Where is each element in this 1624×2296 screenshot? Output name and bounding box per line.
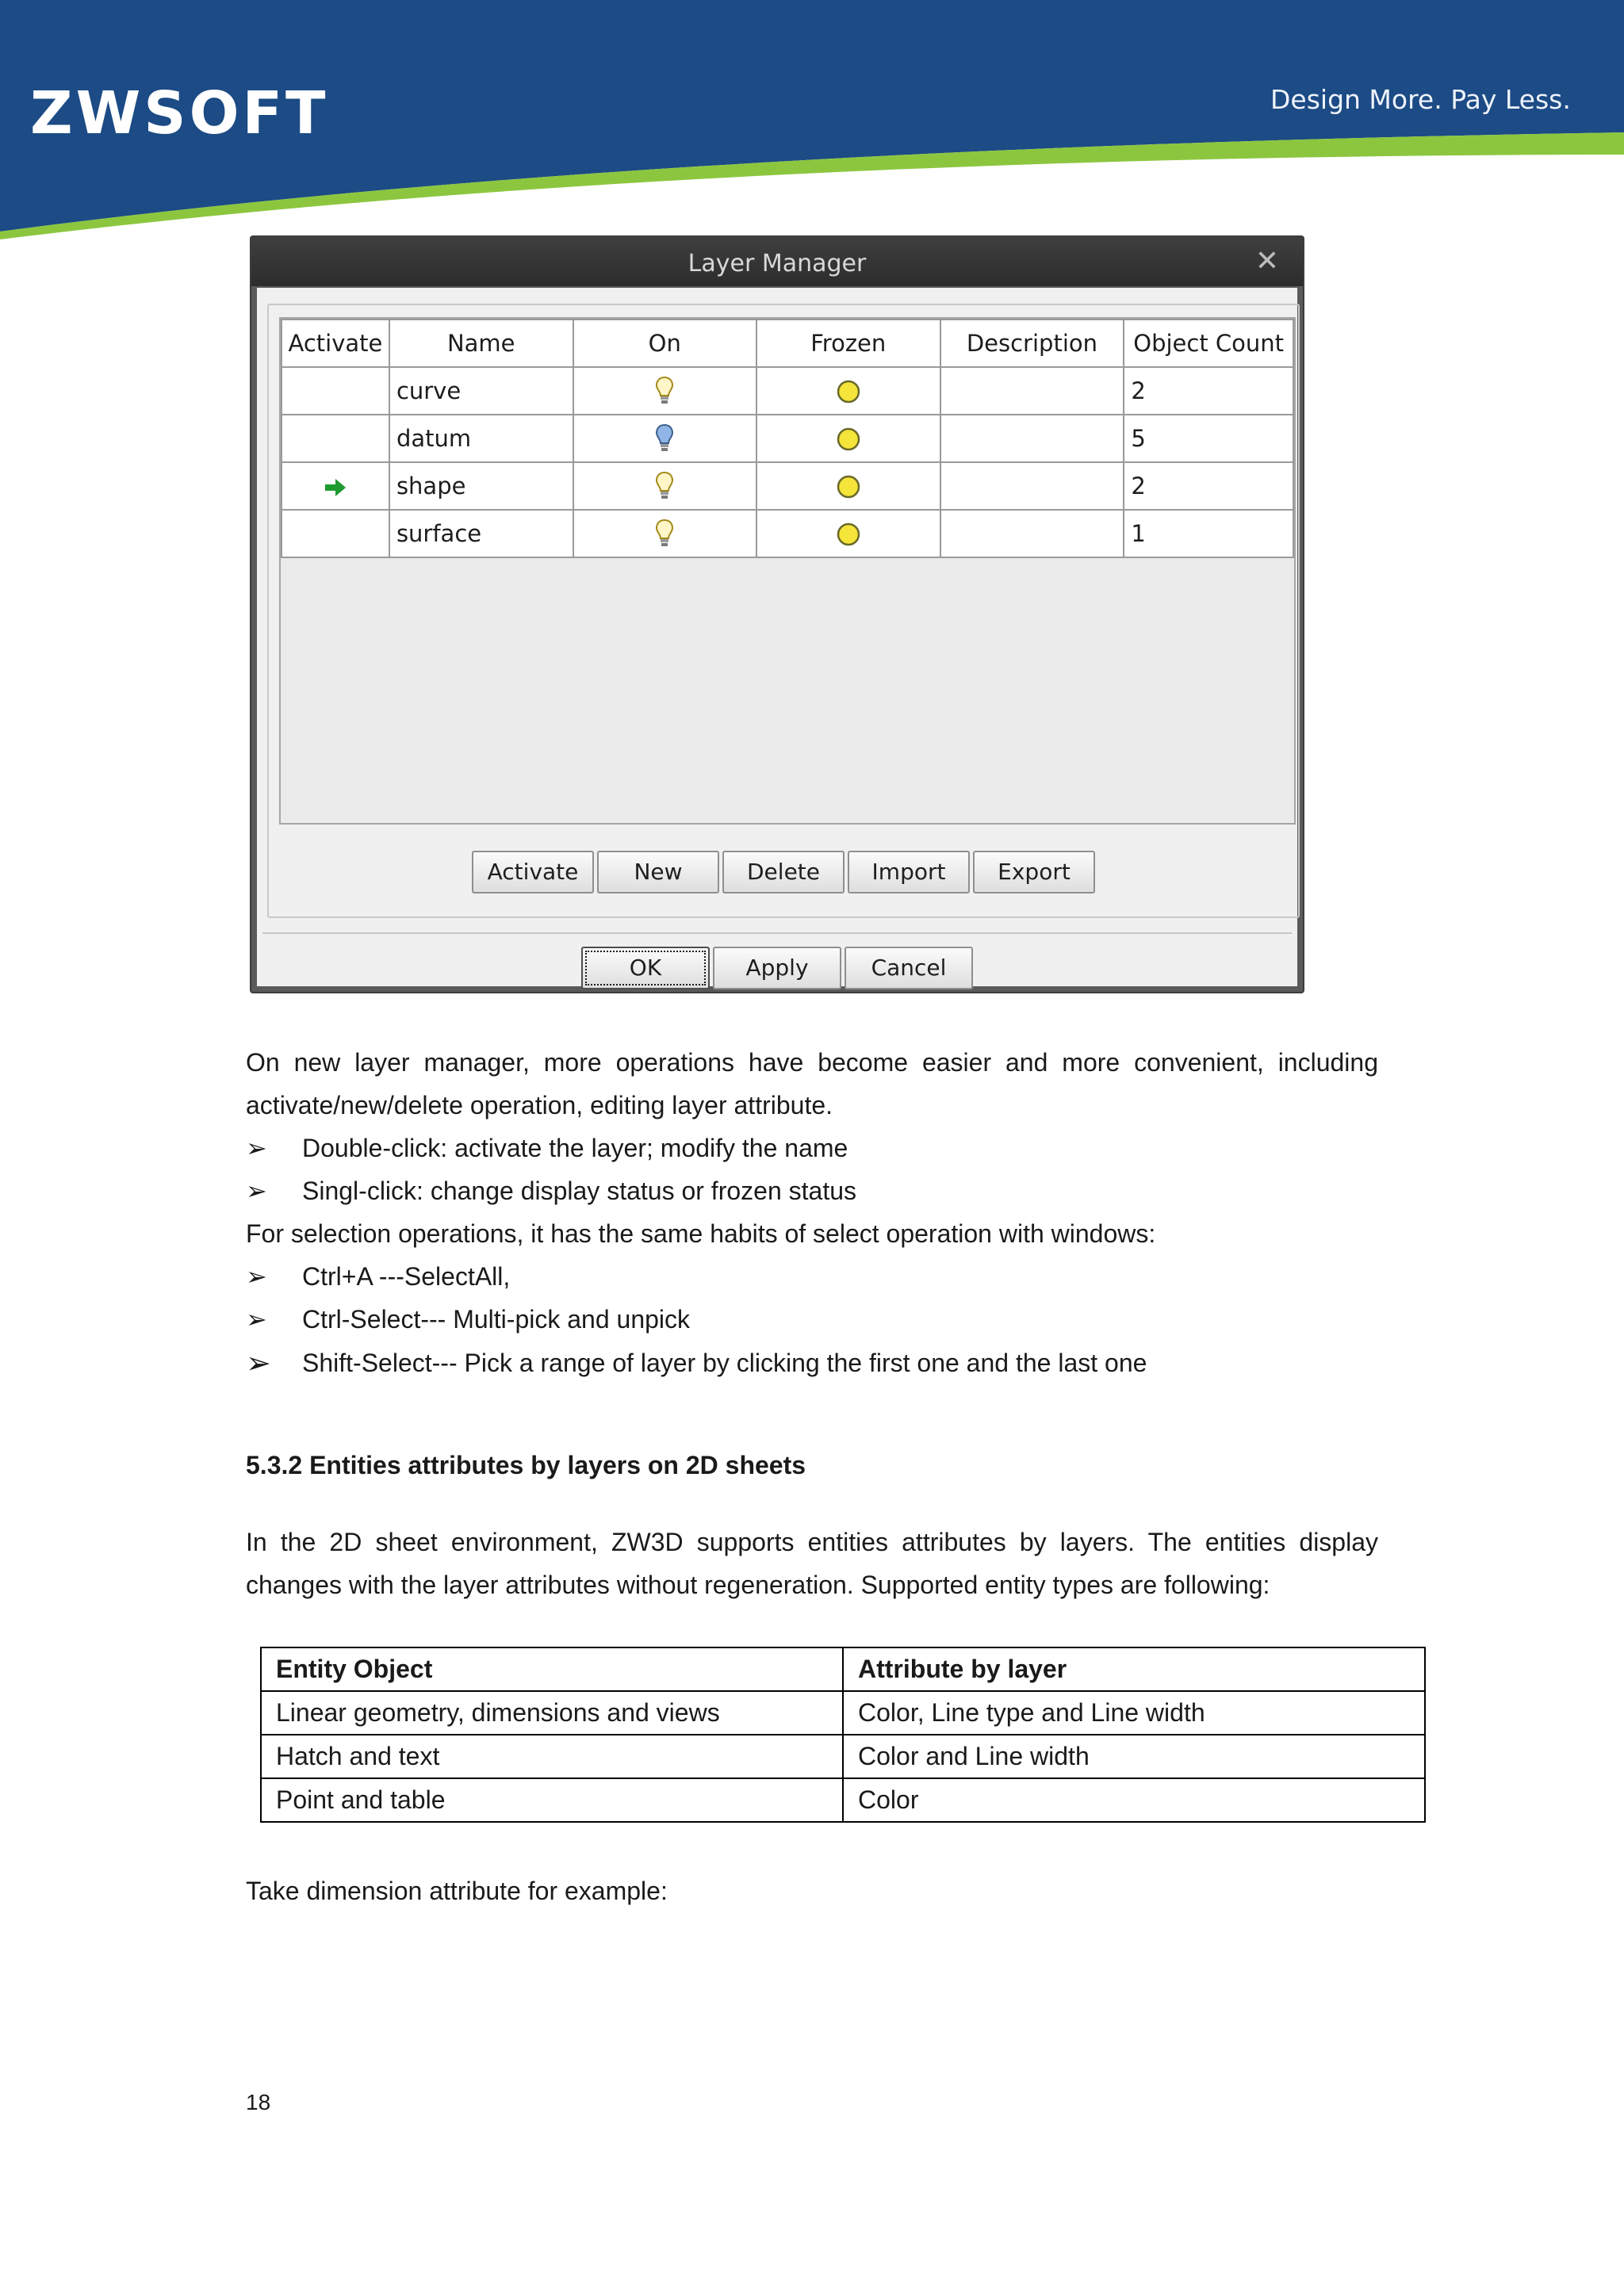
lightbulb-blue-icon[interactable]	[655, 423, 674, 453]
bullet-text: Ctrl+A ---SelectAll,	[302, 1262, 511, 1291]
dialog-footer-buttons	[257, 947, 1297, 989]
dialog-titlebar[interactable]	[251, 237, 1303, 286]
object-count: 2	[1124, 367, 1293, 415]
frozen-cell[interactable]	[756, 510, 940, 557]
active-arrow-icon	[324, 477, 347, 498]
layer-row[interactable]	[282, 415, 1293, 462]
dialog-separator	[262, 932, 1292, 934]
layer-name[interactable]: surface	[389, 510, 573, 557]
layer-manager-dialog	[250, 235, 1304, 993]
sun-icon[interactable]	[834, 377, 863, 406]
description-cell[interactable]	[940, 510, 1124, 557]
column-header-object-count[interactable]: Object Count	[1124, 320, 1293, 367]
column-header-on[interactable]: On	[573, 320, 756, 367]
table-header-row	[261, 1647, 1425, 1691]
bullet-arrow-icon: ➢	[246, 1176, 267, 1206]
layer-row[interactable]	[282, 462, 1293, 510]
export-button[interactable]: Export	[973, 851, 1095, 894]
activate-cell[interactable]	[282, 462, 389, 510]
sun-icon[interactable]	[834, 473, 863, 501]
import-button[interactable]: Import	[848, 851, 970, 894]
activate-cell[interactable]	[282, 510, 389, 557]
example-text: Take dimension attribute for example:	[246, 1877, 668, 1905]
description-cell[interactable]	[940, 462, 1124, 510]
selection-intro: For selection operations, it has the same habits of select operation with windows:	[246, 1219, 1156, 1248]
section-heading: 5.3.2 Entities attributes by layers on 2D sheets	[246, 1451, 806, 1479]
frozen-cell[interactable]	[756, 415, 940, 462]
activate-cell[interactable]	[282, 415, 389, 462]
bullet-arrow-icon: ➢	[246, 1261, 267, 1292]
sun-icon[interactable]	[834, 520, 863, 549]
layer-row[interactable]	[282, 367, 1293, 415]
layer-name[interactable]: curve	[389, 367, 573, 415]
dialog-title: Layer Manager	[688, 250, 867, 277]
layer-grid[interactable]	[279, 317, 1296, 825]
bullet-arrow-icon: ➢	[246, 1304, 267, 1334]
page-number: 18	[246, 2090, 271, 2114]
bullet-text: Singl-click: change display status or frozen status	[302, 1177, 856, 1205]
column-header-frozen[interactable]: Frozen	[756, 320, 940, 367]
layer-table-header	[282, 320, 1293, 367]
description-cell[interactable]	[940, 415, 1124, 462]
table-row	[261, 1778, 1425, 1822]
layer-name[interactable]: shape	[389, 462, 573, 510]
column-header-activate[interactable]: Activate	[282, 320, 389, 367]
apply-button[interactable]: Apply	[713, 947, 841, 989]
frozen-cell[interactable]	[756, 367, 940, 415]
object-count: 1	[1124, 510, 1293, 557]
paragraph-line-1: In the 2D sheet environment, ZW3D supports entities attributes by layers. The entities display	[246, 1528, 1378, 1556]
table-cell: Color and Line width	[843, 1735, 1425, 1778]
frozen-cell[interactable]	[756, 462, 940, 510]
table-cell: Hatch and text	[261, 1735, 843, 1778]
object-count: 5	[1124, 415, 1293, 462]
lightbulb-on-icon[interactable]	[655, 376, 674, 406]
layer-name[interactable]: datum	[389, 415, 573, 462]
ok-button[interactable]: OK	[581, 947, 710, 989]
on-cell[interactable]	[573, 462, 756, 510]
paragraph-line-2: changes with the layer attributes without regeneration. Supported entity types are following:	[246, 1571, 1270, 1599]
table-cell: Point and table	[261, 1778, 843, 1822]
bullet-arrow-icon: ➢	[246, 1133, 267, 1163]
bullet-text: Shift-Select--- Pick a range of layer by clicking the first one and the last one	[302, 1349, 1147, 1377]
object-count: 2	[1124, 462, 1293, 510]
bullet-arrow-icon: ➢	[246, 1345, 271, 1380]
table-header: Entity Object	[261, 1647, 843, 1691]
table-cell: Color	[843, 1778, 1425, 1822]
table-row	[261, 1691, 1425, 1735]
layer-row[interactable]	[282, 510, 1293, 557]
sun-icon[interactable]	[834, 425, 863, 453]
close-icon[interactable]: ✕	[1254, 245, 1279, 277]
intro-line-1: On new layer manager, more operations have become easier and more convenient, including	[246, 1048, 1378, 1077]
zwsoft-logo: ZWSOFT	[30, 79, 329, 147]
delete-button[interactable]: Delete	[722, 851, 845, 894]
on-cell[interactable]	[573, 367, 756, 415]
table-header: Attribute by layer	[843, 1647, 1425, 1691]
table-cell: Color, Line type and Line width	[843, 1691, 1425, 1735]
entity-attribute-table	[260, 1647, 1426, 1823]
on-cell[interactable]	[573, 415, 756, 462]
lightbulb-on-icon[interactable]	[655, 471, 674, 501]
column-header-description[interactable]: Description	[940, 320, 1124, 367]
activate-cell[interactable]	[282, 367, 389, 415]
description-cell[interactable]	[940, 367, 1124, 415]
dialog-client-area	[257, 288, 1297, 986]
on-cell[interactable]	[573, 510, 756, 557]
bullet-text: Double-click: activate the layer; modify the name	[302, 1134, 848, 1162]
cancel-button[interactable]: Cancel	[845, 947, 973, 989]
header-banner	[0, 0, 1624, 246]
table-cell: Linear geometry, dimensions and views	[261, 1691, 843, 1735]
intro-line-2: activate/new/delete operation, editing layer attribute.	[246, 1091, 833, 1119]
new-button[interactable]: New	[597, 851, 719, 894]
tagline: Design More. Pay Less.	[1270, 84, 1571, 115]
lightbulb-on-icon[interactable]	[655, 519, 674, 549]
layer-table	[281, 319, 1294, 558]
column-header-name[interactable]: Name	[389, 320, 573, 367]
table-row	[261, 1735, 1425, 1778]
layer-action-buttons	[269, 851, 1298, 894]
bullet-text: Ctrl-Select--- Multi-pick and unpick	[302, 1305, 691, 1334]
activate-button[interactable]: Activate	[472, 851, 594, 894]
layer-group-box	[267, 304, 1300, 918]
